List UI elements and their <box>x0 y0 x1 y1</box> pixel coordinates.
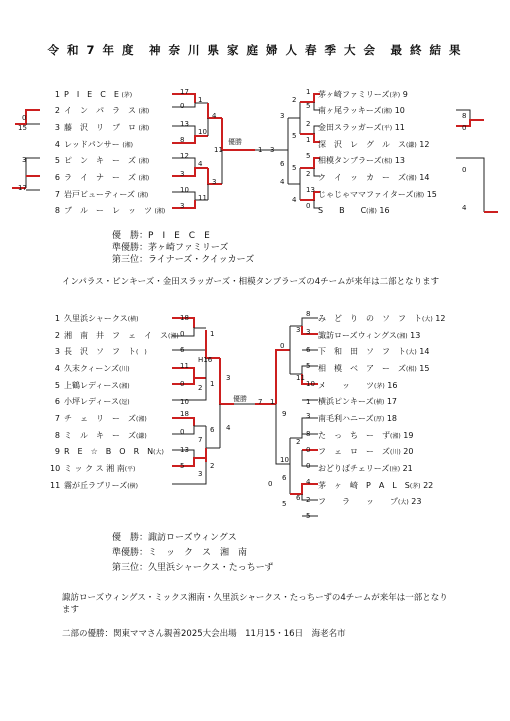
score: 4 <box>212 112 217 120</box>
score: 3 <box>296 326 301 334</box>
final-label: 優勝 <box>228 138 242 146</box>
score: 5 <box>306 102 311 110</box>
score: 1 <box>210 380 215 388</box>
score: 5 <box>306 152 311 160</box>
score: 4 <box>292 196 297 204</box>
score: 0 <box>306 202 311 210</box>
score: 0 <box>180 102 185 110</box>
team-row: 6 小坪レディース(逗) <box>54 397 130 406</box>
team-row: 3 藤 沢 リ ブ ロ (湘) <box>54 123 150 132</box>
champion: 優 勝：諏訪ローズウィングス <box>112 533 237 543</box>
score: 3 <box>22 156 27 164</box>
score: 1 <box>306 136 311 144</box>
team-row: メ ッ ツ(茅) 16 <box>318 381 398 390</box>
team-row: 南毛利ハニーズ(厚) 18 <box>318 414 398 423</box>
team-row: 11 霧が丘ラブリーズ(横) <box>50 481 138 490</box>
score: 2 <box>210 462 215 470</box>
team-row: 横浜ピンキーズ(横) 17 <box>318 397 398 406</box>
score: 2 <box>292 96 297 104</box>
team-row: 金田スラッガーズ(平) 11 <box>318 123 405 132</box>
score: 11 <box>198 194 207 202</box>
score: 11 <box>296 374 305 382</box>
third-place: 第三位：久里浜シャークス・たっちーず <box>112 563 274 573</box>
score: 4 <box>226 424 231 432</box>
team-row: 4 久末クィーンズ(川) <box>54 364 130 373</box>
team-row: じゃじゃママファイターズ(湘) 15 <box>318 190 437 199</box>
score: 13 <box>180 446 189 454</box>
score: 13 <box>306 186 315 194</box>
score: 2 <box>198 384 203 392</box>
team-row: 茅ヶ崎ファミリーズ(茅) 9 <box>318 90 408 99</box>
third-place: 第三位：ライナーズ・クイッカーズ <box>112 255 255 265</box>
runner-up: 準優勝：茅ヶ崎ファミリーズ <box>112 243 229 253</box>
team-row: 相模タンブラーズ(相) 13 <box>318 156 406 165</box>
footer-note: 二部の優勝：関東ママさん親善2025大会出場 11月15・16日 海老名市 <box>62 629 346 639</box>
score: 6 <box>180 346 185 354</box>
score: 0 <box>268 480 273 488</box>
team-row: フ ェ ロ ー ズ(川) 20 <box>318 447 414 456</box>
score: 5 <box>180 462 185 470</box>
score: 10 <box>180 398 189 406</box>
score: 5 <box>306 512 311 520</box>
final-label: 優勝 <box>233 395 247 403</box>
score: 5 <box>306 362 311 370</box>
score: 3 <box>180 202 185 210</box>
score: 8 <box>306 430 311 438</box>
score: 17 <box>180 88 189 96</box>
score: 1 <box>270 398 275 406</box>
score: 0 <box>180 380 185 388</box>
score: 6 <box>296 494 301 502</box>
score: 3 <box>306 412 311 420</box>
score: 0 <box>280 342 285 350</box>
score: 10 <box>198 128 207 136</box>
score: 6 <box>282 474 287 482</box>
team-row: 7 岩戸ビューティーズ (湘) <box>54 190 149 199</box>
score: 0 <box>462 166 467 174</box>
team-row: 茅 ヶ 崎 P A L S(茅) 22 <box>318 481 434 490</box>
team-row: た っ ち ー ず(湘) 19 <box>318 431 414 440</box>
runner-up: 準優勝：ミ ッ ク ス 湘 南 <box>112 548 248 558</box>
score: 0 <box>180 428 185 436</box>
team-row: 1 久里浜シャークス(横) <box>54 314 139 323</box>
score: 4 <box>280 178 285 186</box>
score: 11 <box>180 362 189 370</box>
score: 2 <box>296 438 301 446</box>
team-row: 下 和 田 ソ フ ト(大) 14 <box>318 347 430 356</box>
team-row: おどりばチェリーズ(座) 21 <box>318 464 413 473</box>
score: H16 <box>198 356 213 364</box>
score: 6 <box>306 346 311 354</box>
score: 1 <box>306 398 311 406</box>
team-row: 5 ピ ン キ ー ズ (湘) <box>54 156 150 165</box>
team-row: 深 沢 レ グ ル ス(鎌) 12 <box>318 140 430 149</box>
score: 5 <box>292 164 297 172</box>
score: 8 <box>306 310 311 318</box>
score: 5 <box>282 500 287 508</box>
score: 3 <box>280 112 285 120</box>
team-row: 1 P I E C E (茅) <box>54 90 133 99</box>
score: 15 <box>18 124 27 132</box>
score: 6 <box>210 426 215 434</box>
score: 11 <box>214 146 223 154</box>
score: 0 <box>180 330 185 338</box>
score: 9 <box>282 410 287 418</box>
team-row: 6 ラ イ ナ ー ズ (湘) <box>54 173 150 182</box>
score: 12 <box>180 152 189 160</box>
team-row: 7 チ ェ リ ー ズ(湘) <box>54 414 147 423</box>
score: 0 <box>22 114 27 122</box>
score: 1 <box>306 88 311 96</box>
team-row: フ ラ ッ プ(大) 23 <box>318 497 422 506</box>
score: 4 <box>306 478 311 486</box>
team-row: 南ヶ尾ラッキーズ(湘) 10 <box>318 106 405 115</box>
score: 7 <box>258 398 263 406</box>
team-row: み ど り の ソ フ ト(大) 12 <box>318 314 446 323</box>
score: 10 <box>180 186 189 194</box>
champion: 優 勝：P I E C E <box>112 231 210 241</box>
score: 2 <box>306 120 311 128</box>
score: 10 <box>306 380 315 388</box>
bracket1-note: インパラス・ピンキーズ・金田スラッガーズ・相模タンブラーズの4チームが来年は二部となります <box>62 277 440 287</box>
score: 1 <box>198 96 203 104</box>
score: 8 <box>180 136 185 144</box>
score: 1 <box>258 146 263 154</box>
team-row: 10 ミ ッ ク ス 湘 南(平) <box>50 464 136 473</box>
score: 18 <box>180 314 189 322</box>
team-row: 2 湘 南 井 フ ェ イ ス(湘) <box>54 331 179 340</box>
score: 0 <box>306 462 311 470</box>
team-row: 2 イ ン パ ラ ス (湘) <box>54 106 150 115</box>
score: 3 <box>180 170 185 178</box>
team-row: 8 ブ ル ー レ ッ ツ (湘) <box>54 206 166 215</box>
score: 3 <box>270 146 275 154</box>
score: 18 <box>180 410 189 418</box>
bracket2-note: 諏訪ローズウィングス・ミックス湘南・久里浜シャークス・たっちーずの4チームが来年は一部となります <box>62 593 448 615</box>
score: 3 <box>212 178 217 186</box>
team-row: 相 模 ベ ア ー ズ(相) 15 <box>318 364 430 373</box>
score: 3 <box>198 470 203 478</box>
team-row: S B C(湘) 16 <box>318 206 390 215</box>
team-row: 4 レッドパンサー (湘) <box>54 140 133 149</box>
score: 4 <box>462 204 467 212</box>
score: 4 <box>198 160 203 168</box>
team-row: ク イ ッ カ ー ズ(湘) 14 <box>318 173 430 182</box>
score: 0 <box>306 446 311 454</box>
score: 10 <box>280 456 289 464</box>
score: 7 <box>198 436 203 444</box>
score: 2 <box>306 170 311 178</box>
team-row: 3 長 沢 ソ フ ト( ) <box>54 347 147 356</box>
score: 2 <box>306 496 311 504</box>
score: 17 <box>18 184 27 192</box>
score: 0 <box>462 124 467 132</box>
page-title: 令 和 7 年 度 神 奈 川 県 家 庭 婦 人 春 季 大 会 最 終 結 果 <box>47 43 463 57</box>
team-row: 9 R E ☆ B O R N(大) <box>54 447 164 456</box>
team-row: 8 ミ ル キ ー ズ(鎌) <box>54 431 147 440</box>
score: 8 <box>462 112 467 120</box>
score: 6 <box>280 160 285 168</box>
score: 13 <box>180 120 189 128</box>
score: 5 <box>292 132 297 140</box>
team-row: 諏訪ローズウィングス(湘) 13 <box>318 331 421 340</box>
team-row: 5 上鶴レディース(湘) <box>54 381 130 390</box>
score: 1 <box>210 330 215 338</box>
score: 3 <box>306 328 311 336</box>
score: 3 <box>226 374 231 382</box>
